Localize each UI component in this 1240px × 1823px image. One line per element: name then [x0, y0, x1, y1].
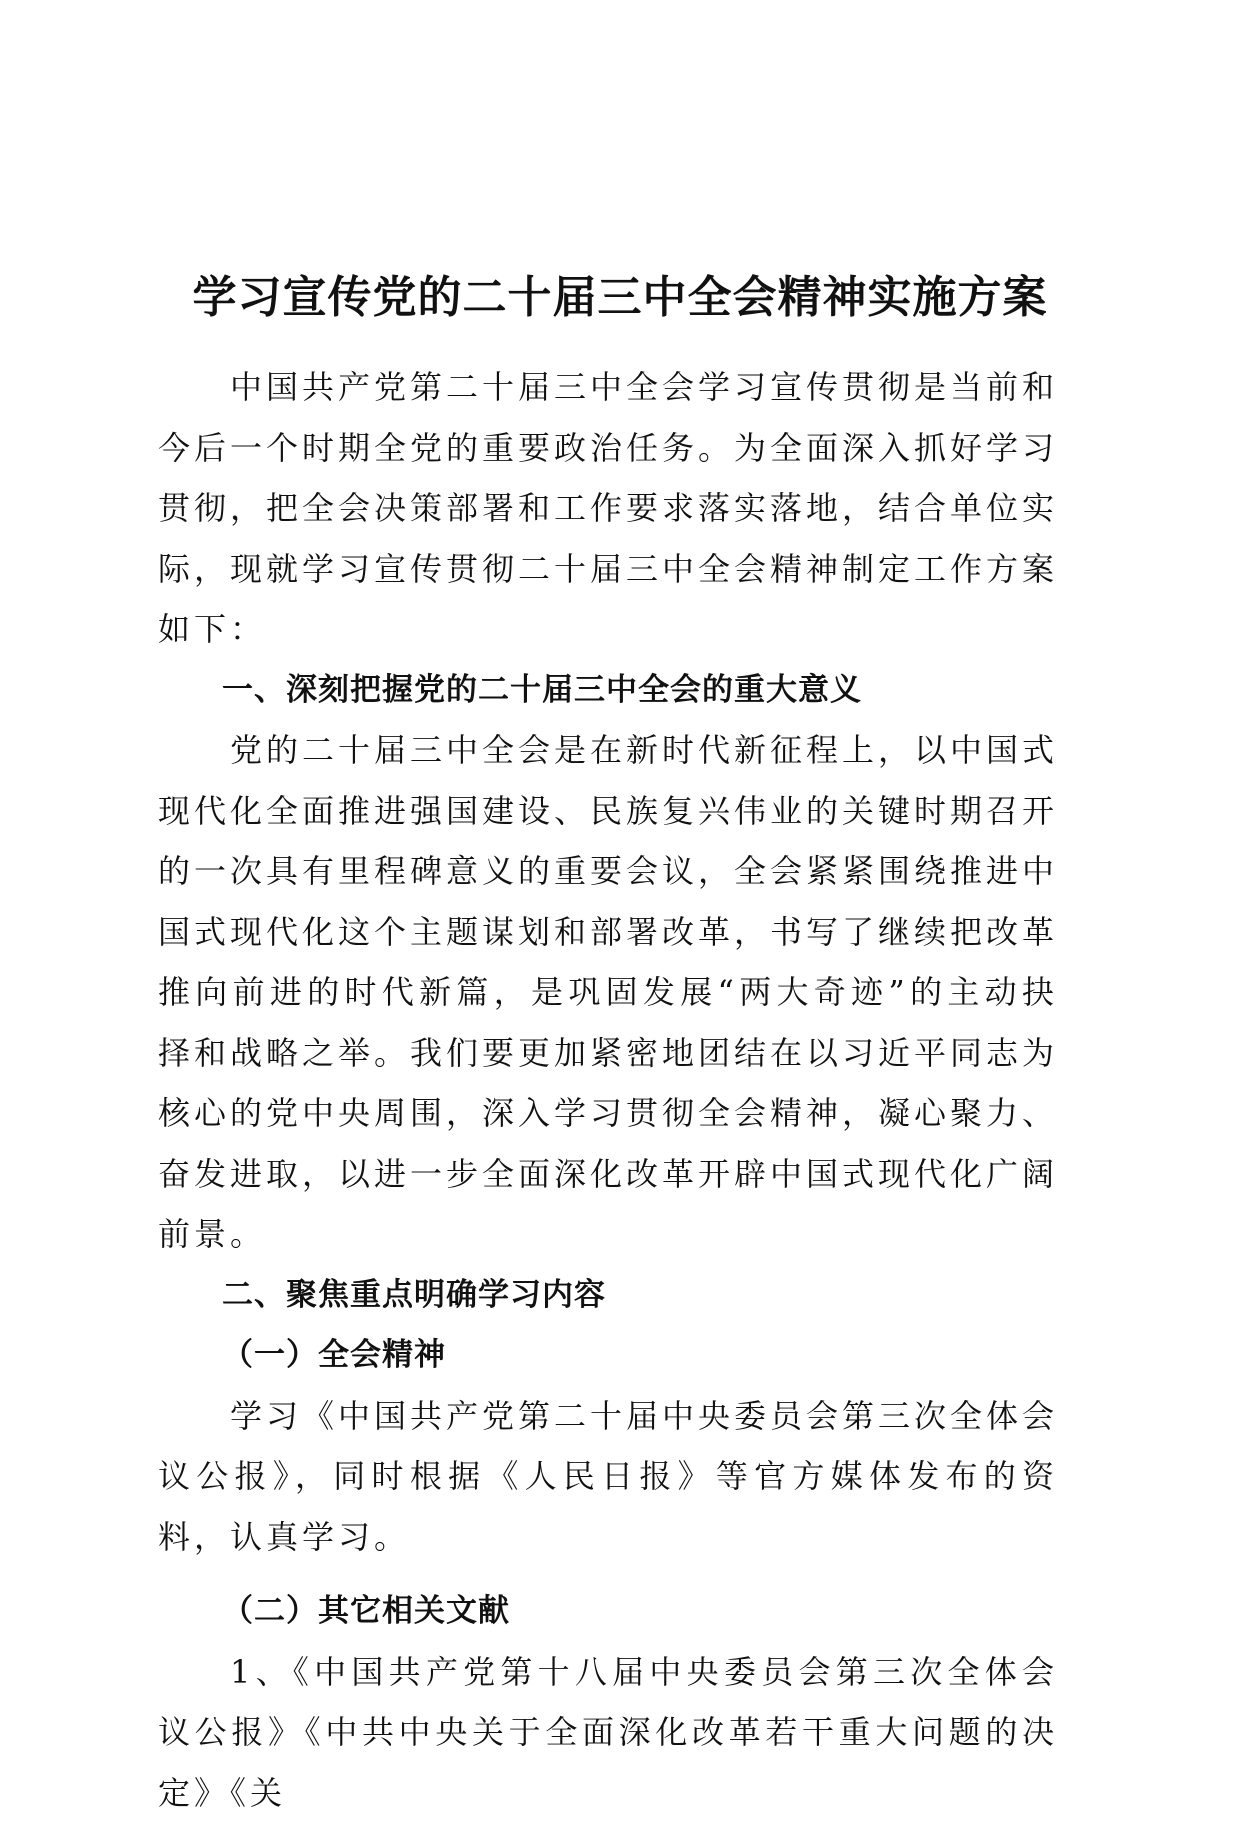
section-2-heading: 二、聚焦重点明确学习内容: [158, 1265, 1058, 1326]
section-1-heading: 一、深刻把握党的二十届三中全会的重大意义: [158, 660, 1058, 721]
spacer: [158, 1567, 1058, 1581]
intro-paragraph: 中国共产党第二十届三中全会学习宣传贯彻是当前和今后一个时期全党的重要政治任务。为全面深入抓好学习贯彻，把全会决策部署和工作要求落实落地，结合单位实际，现就学习宣传贯彻二十届三中全会精神制定工作方案如下：: [158, 357, 1058, 660]
document-title: 学习宣传党的二十届三中全会精神实施方案: [0, 268, 1240, 328]
subsection-2-paragraph: 1、《中国共产党第十八届中央委员会第三次全体会议公报》《中共中央关于全面深化改革若干重大问题的决定》《关: [158, 1642, 1058, 1823]
section-1-paragraph: 党的二十届三中全会是在新时代新征程上，以中国式现代化全面推进强国建设、民族复兴伟业的关键时期召开的一次具有里程碑意义的重要会议，全会紧紧围绕推进中国式现代化这个主题谋划和部署改革，书写了继续把改革推向前进的时代新篇，是巩固发展“两大奇迹”的主动抉择和战略之举。我们要更加紧密地团结在以习近平同志为核心的党中央周围，深入学习贯彻全会精神，凝心聚力、奋发进取，以进一步全面深化改革开辟中国式现代化广阔前景。: [158, 720, 1058, 1265]
document-body: [158, 357, 1058, 1823]
subsection-1-heading: （一）全会精神: [158, 1325, 1058, 1386]
subsection-2-heading: （二）其它相关文献: [158, 1581, 1058, 1642]
subsection-1-paragraph: 学习《中国共产党第二十届中央委员会第三次全体会议公报》，同时根据《人民日报》等官方媒体发布的资料，认真学习。: [158, 1386, 1058, 1568]
